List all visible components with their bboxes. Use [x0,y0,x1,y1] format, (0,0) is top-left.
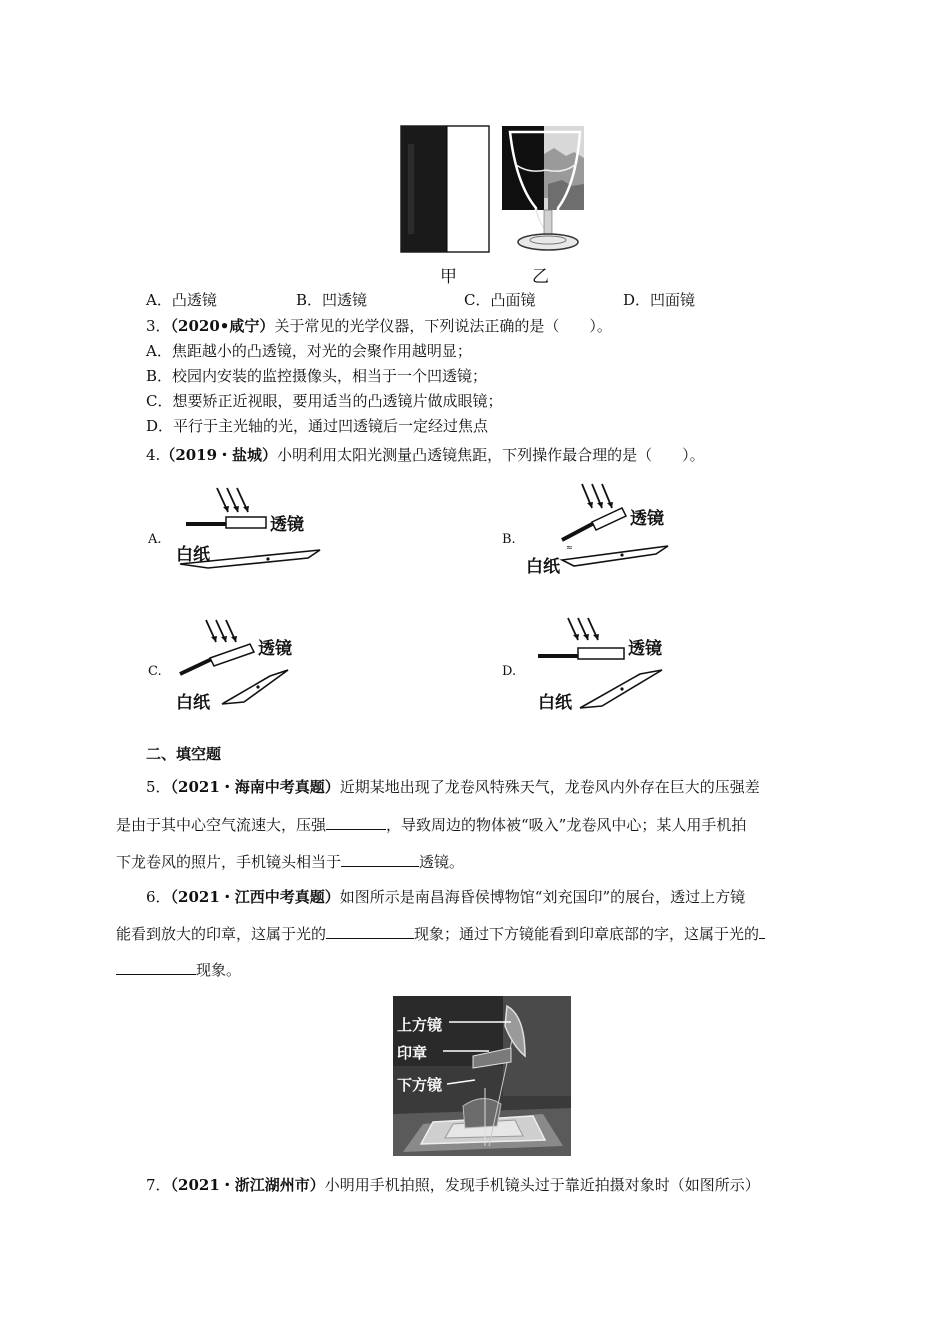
q6-photo-label-lower-mirror: 下方镜 [397,1076,443,1094]
q5-text-3b: 透镜。 [419,853,465,871]
q4-source: （2019・盐城） [160,446,278,464]
q4-diagram-a [170,484,340,584]
label-yi: 乙 [532,267,549,287]
q4-option-d-letter: D. [502,664,517,679]
q2-option-a: A．凸透镜 [146,291,217,309]
q4-diagram-b [522,478,692,582]
q6-photo [393,996,571,1156]
q6-text-1: 如图所示是南昌海昏侯博物馆“刘充国印”的展台，透过上方镜 [339,888,746,906]
q7-line-1 [146,1175,760,1195]
q3-option-b: B．校园内安装的监控摄像头，相当于一个凹透镜； [146,367,488,385]
q4-b-paper-label: 白纸 [526,557,560,577]
q4-option-b-letter: B. [502,532,516,547]
q4-d-lens-label: 透镜 [628,639,662,659]
q6-number: 6． [146,888,171,906]
q6-line-3 [116,960,241,980]
q6-blank-1[interactable] [326,924,414,939]
q4-diagram-c [170,612,340,716]
q6-text-2a: 能看到放大的印章，这属于光的 [116,925,327,943]
q6-photo-label-upper-mirror: 上方镜 [397,1016,443,1034]
q4-d-paper-label: 白纸 [538,693,572,713]
q4-b-lens-label: 透镜 [630,509,664,529]
q5-number: 5． [146,778,171,796]
q4-c-lens-label: 透镜 [258,639,292,659]
q5-text-2b: ，导致周边的物体被“吸入”龙卷风中心；某人用手机拍 [386,816,747,834]
q3-number: 3． [146,317,171,335]
q6-blank-2b[interactable] [116,960,196,975]
q6-source: （2021・江西中考真题） [170,888,340,906]
q6-photo-label-seal: 印章 [397,1044,428,1062]
q2-option-d: D．凹面镜 [623,291,696,309]
q5-blank-1[interactable] [326,815,386,830]
q6-text-3: 现象。 [196,961,242,979]
q4-stem [146,445,705,465]
q5-text-2a: 是由于其中心空气流速大，压强 [116,816,327,834]
q7-number: 7． [146,1176,171,1194]
q5-line-1 [146,777,760,797]
section-title-fill-in: 二、填空题 [146,745,222,763]
q4-option-a-letter: A. [148,532,162,547]
q2-option-b: B．凹透镜 [296,291,368,309]
q4-question: 小明利用太阳光测量凸透镜焦距，下列操作最合理的是（ ）。 [277,446,705,464]
q2-option-c: C．凸面镜 [464,291,536,309]
q4-diagram-d [522,612,692,716]
q4-c-paper-label: 白纸 [176,693,210,713]
q6-line-1 [146,887,745,907]
q5-blank-2[interactable] [341,852,419,867]
q7-text-1: 小明用手机拍照，发现手机镜头过于靠近拍摄对象时（如图所示） [324,1176,760,1194]
q4-number: 4. [146,446,161,464]
svg-text:≈: ≈ [566,543,573,552]
q6-blank-2a[interactable] [759,924,765,939]
q4-a-lens-label: 透镜 [270,515,304,535]
q4-diagram-a-image [170,484,340,584]
q5-line-2 [116,815,746,835]
q5-line-3 [116,852,464,872]
q5-source: （2021・海南中考真题） [170,778,340,796]
q3-option-a: A．焦距越小的凸透镜，对光的会聚作用越明显； [146,342,472,360]
figure-jia-yi-image [398,124,588,284]
q3-option-c: C．想要矫正近视眼，要用适当的凸透镜片做成眼镜； [146,392,503,410]
q3-source: （2020•咸宁） [170,317,275,335]
q5-text-3a: 下龙卷风的照片，手机镜头相当于 [116,853,342,871]
q6-text-2b: 现象；通过下方镜能看到印章底部的字，这属于光的 [414,925,760,943]
q3-option-d: D．平行于主光轴的光，通过凹透镜后一定经过焦点 [146,417,489,435]
q5-text-1: 近期某地出现了龙卷风特殊天气，龙卷风内外存在巨大的压强差 [339,778,760,796]
q3-question: 关于常见的光学仪器，下列说法正确的是（ ）。 [274,317,612,335]
q3-stem [146,316,612,336]
q4-option-c-letter: C. [148,664,162,679]
q6-line-2 [116,924,765,944]
q7-source: （2021・浙江湖州市） [170,1176,325,1194]
figure-jia-yi [398,124,588,287]
label-jia: 甲 [440,267,457,287]
q4-a-paper-label: 白纸 [176,545,210,565]
